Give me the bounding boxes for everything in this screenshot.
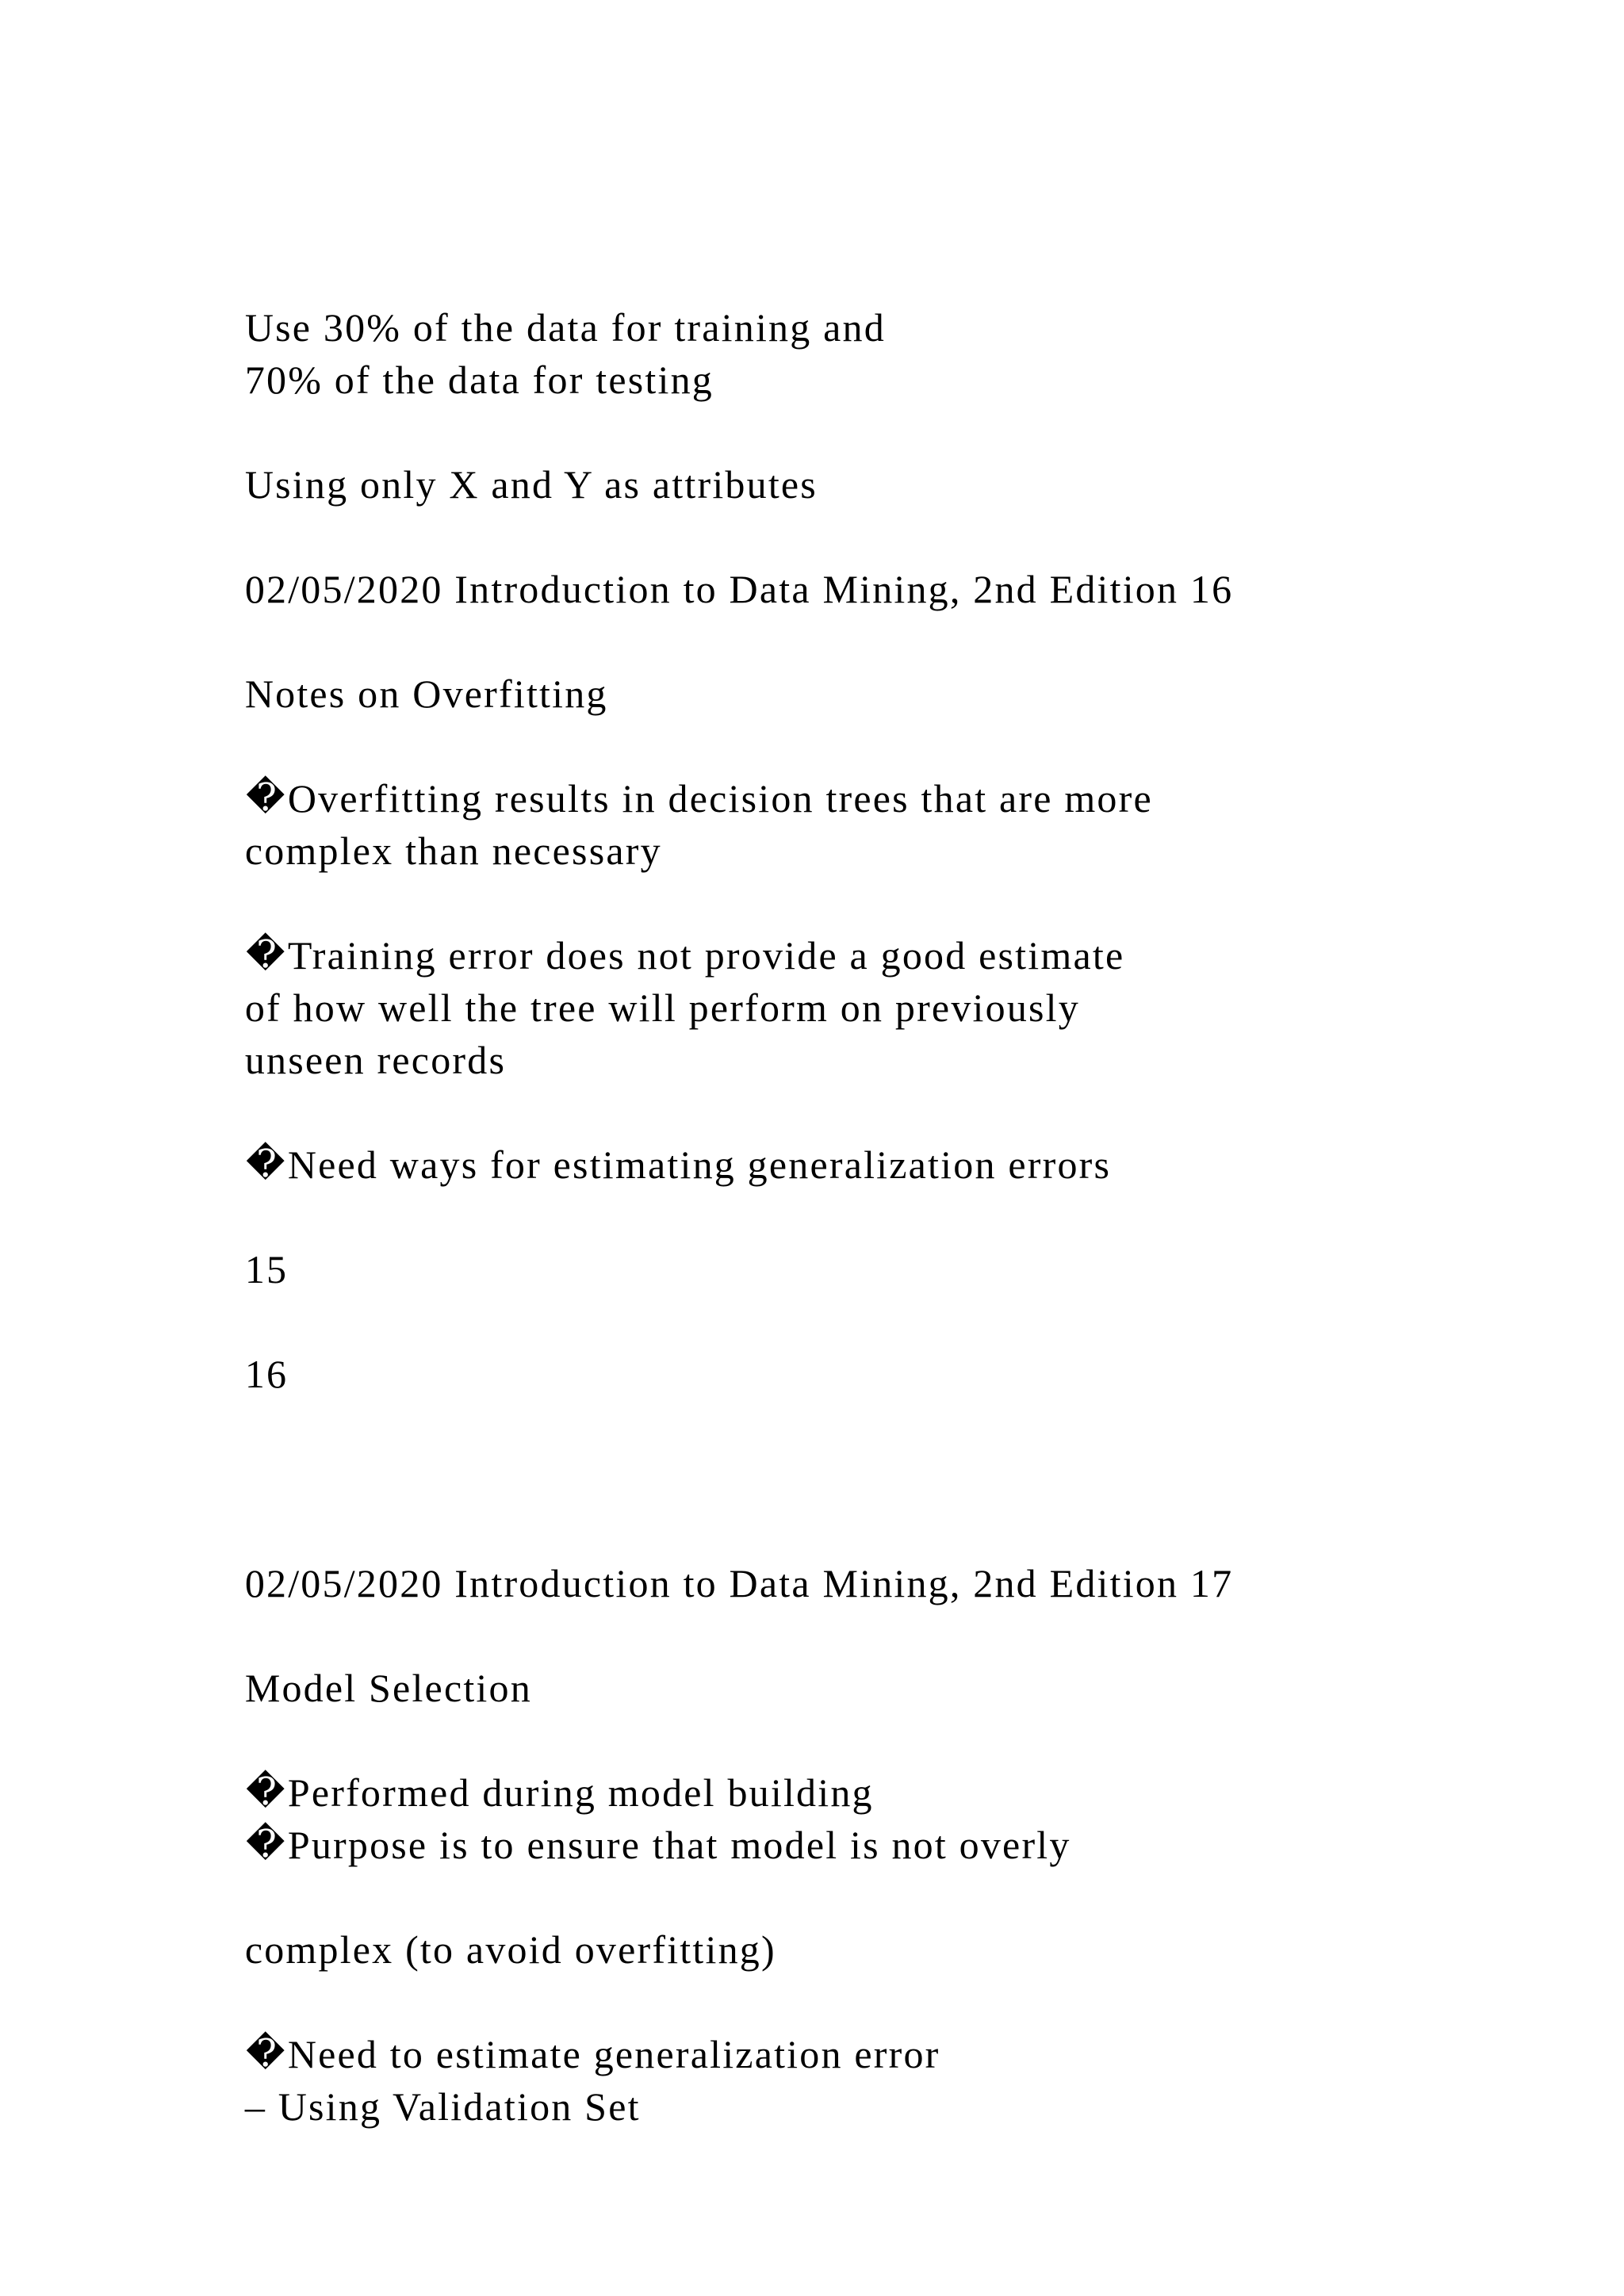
bullet-text: Overfitting results in decision trees that are more — [287, 776, 1153, 821]
footer-text: 02/05/2020 Introduction to Data Mining, 2nd Edition 16 — [244, 567, 1234, 611]
page-number-text: 16 — [244, 1352, 289, 1396]
bullet-text: Performed during model building — [287, 1770, 874, 1815]
page-number-16 — [198, 1295, 288, 1452]
bullet-text: Need ways for estimating generalization errors — [287, 1142, 1112, 1187]
line-text: – Using Validation Set — [244, 2084, 641, 2129]
line-text: of how well the tree will perform on previously — [244, 985, 1080, 1030]
line-text: Using only X and Y as attributes — [244, 462, 818, 507]
line-text: complex than necessary — [244, 828, 662, 873]
line-text: 70% of the data for testing — [244, 358, 714, 402]
replacement-char-icon: � — [246, 1143, 287, 1185]
replacement-char-icon: � — [246, 1823, 287, 1866]
replacement-char-icon: � — [246, 1771, 287, 1813]
replacement-char-icon: � — [246, 2033, 287, 2075]
text-line-validation-set — [198, 2028, 641, 2185]
replacement-char-icon: � — [246, 934, 287, 976]
bullet-text: Purpose is to ensure that model is not overly — [287, 1823, 1071, 1867]
footer-text: 02/05/2020 Introduction to Data Mining, 2nd Edition 17 — [244, 1561, 1234, 1605]
page-number-text: 15 — [244, 1247, 289, 1292]
title-text: Model Selection — [244, 1666, 532, 1710]
line-text: unseen records — [244, 1038, 507, 1082]
replacement-char-icon: � — [246, 777, 287, 819]
bullet-need-ways — [198, 1086, 1111, 1243]
line-text: complex (to avoid overfitting) — [244, 1927, 776, 1972]
bullet-text: Need to estimate generalization error — [287, 2032, 940, 2076]
line-text: Use 30% of the data for training and — [244, 305, 886, 350]
title-text: Notes on Overfitting — [244, 672, 608, 716]
bullet-text: Training error does not provide a good estimate — [287, 933, 1125, 978]
